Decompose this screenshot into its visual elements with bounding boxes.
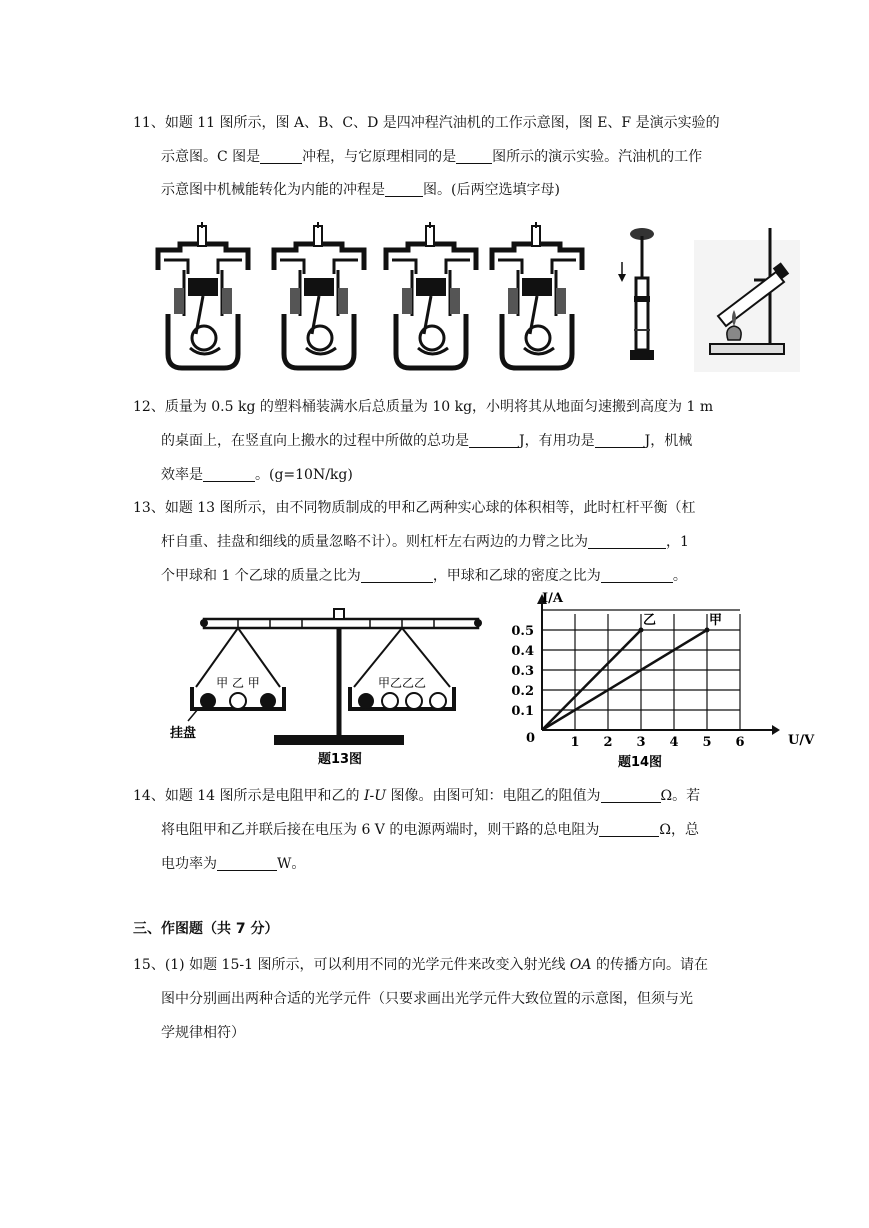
figure-14-caption: 题14图 — [617, 755, 663, 770]
figure-13-caption: 题13图 — [317, 752, 363, 767]
y-tick-label: 0.1 — [511, 704, 534, 719]
q13-text: 杆自重、挂盘和细线的质量忽略不计）。则杠杆左右两边的力臂之比为 — [161, 534, 588, 550]
y-tick-label: 0.3 — [511, 664, 534, 679]
answer-blank[interactable] — [361, 568, 433, 583]
x-tick-label: 6 — [735, 735, 745, 750]
q12-line-3 — [161, 466, 353, 484]
answer-blank[interactable] — [260, 149, 302, 164]
series-end-point — [705, 628, 710, 633]
q13-text: ，甲球和乙球的密度之比为 — [432, 568, 601, 584]
x-tick-label: 1 — [570, 735, 580, 750]
x-axis-arrow — [772, 725, 780, 735]
y-axis-label: I/A — [542, 591, 563, 606]
x-tick-label: 5 — [702, 735, 712, 750]
x-tick-label: 4 — [669, 735, 679, 750]
q14-text: W。 — [277, 856, 306, 872]
q12-line-2 — [161, 432, 692, 450]
chart-axes — [537, 594, 780, 735]
answer-blank[interactable] — [599, 822, 659, 837]
q11-line-3 — [161, 181, 560, 199]
origin-label: 0 — [526, 731, 536, 746]
q11-text: 示意图中机械能转化为内能的冲程是 — [161, 182, 385, 198]
x-axis-label: U/V — [788, 733, 815, 748]
answer-blank[interactable] — [469, 433, 519, 448]
y-tick-label: 0.2 — [511, 684, 534, 699]
q12-text: J，机械 — [644, 433, 693, 449]
lever-figure — [168, 605, 486, 771]
answer-blank[interactable] — [203, 467, 255, 482]
ray-label: OA — [569, 957, 592, 973]
q15-line-1 — [133, 956, 708, 974]
q14-text: 14、如题 14 图所示是电阻甲和乙的 — [133, 788, 364, 804]
q13-text: ，1 — [666, 534, 689, 550]
q12-text: 的桌面上，在竖直向上搬水的过程中所做的总功是 — [161, 433, 469, 449]
q11-text: 图所示的演示实验。汽油机的工作 — [492, 149, 703, 165]
q14-text: 电功率为 — [161, 856, 217, 872]
series-label-yi: 乙 — [643, 613, 657, 628]
q13-line-1: 13、如题 13 图所示，由不同物质制成的甲和乙两种实心球的体积相等，此时杠杆平衡（杠 — [133, 500, 696, 516]
q12-text: J，有用功是 — [519, 433, 595, 449]
q14-line-1 — [133, 787, 700, 805]
q12-text: 。(g=10N/kg) — [255, 467, 353, 483]
q14-text: 图像。由图可知：电阻乙的阻值为 — [386, 788, 601, 804]
answer-blank[interactable] — [456, 149, 492, 164]
q12-text: 效率是 — [161, 467, 203, 483]
answer-blank[interactable] — [385, 182, 423, 197]
series-end-point — [639, 628, 644, 633]
y-tick-label: 0.5 — [511, 624, 534, 639]
q14-line-2 — [161, 821, 699, 839]
iu-chart — [500, 590, 815, 772]
answer-blank[interactable] — [217, 856, 277, 871]
q14-text: Ω。若 — [660, 788, 701, 804]
answer-blank[interactable] — [595, 433, 645, 448]
q14-text: Ω，总 — [659, 822, 699, 838]
q11-text: 冲程，与它原理相同的是 — [302, 149, 457, 165]
q14-text: 将电阻甲和乙并联后接在电压为 6 V 的电源两端时，则干路的总电阻为 — [161, 822, 600, 838]
q13-line-3 — [161, 567, 687, 585]
iu-symbol: I-U — [363, 788, 387, 804]
q13-line-2 — [161, 533, 689, 551]
right-pan-labels: 甲乙乙乙 — [377, 676, 427, 690]
q14-line-3 — [161, 855, 305, 873]
q12-line-1: 12、质量为 0.5 kg 的塑料桶装满水后总质量为 10 kg，小明将其从地面匀速搬到高度为 1 m — [133, 399, 714, 415]
answer-blank[interactable] — [601, 788, 661, 803]
q15-line-3: 学规律相符） — [161, 1025, 245, 1041]
pan-label: 挂盘 — [170, 726, 197, 741]
q11-text: 图。(后两空选填字母) — [423, 182, 560, 198]
q15-text: 15、(1) 如题 15-1 图所示，可以利用不同的光学元件来改变入射光线 — [133, 957, 570, 973]
y-tick-label: 0.4 — [511, 644, 534, 659]
answer-blank[interactable] — [601, 568, 673, 583]
left-pan-labels: 甲 乙 甲 — [216, 676, 260, 690]
series-label-jia: 甲 — [709, 613, 723, 628]
q11-line-1: 11、如题 11 图所示，图 A、B、C、D 是四冲程汽油机的工作示意图，图 E、F 是演示实验的 — [133, 115, 720, 131]
q11-line-2 — [161, 148, 702, 166]
x-tick-label: 2 — [603, 735, 613, 750]
q15-line-2: 图中分别画出两种合适的光学元件（只要求画出光学元件大致位置的示意图，但须与光 — [161, 991, 693, 1007]
q13-text: 个甲球和 1 个乙球的质量之比为 — [161, 568, 361, 584]
section-title: 三、作图题（共 7 分） — [133, 921, 279, 937]
answer-blank[interactable] — [588, 534, 666, 549]
q15-text: 的传播方向。请在 — [591, 957, 708, 973]
q13-text: 。 — [672, 568, 687, 584]
q11-text: 示意图。C 图是 — [161, 149, 261, 165]
x-tick-label: 3 — [636, 735, 646, 750]
engine-figures — [150, 222, 800, 374]
